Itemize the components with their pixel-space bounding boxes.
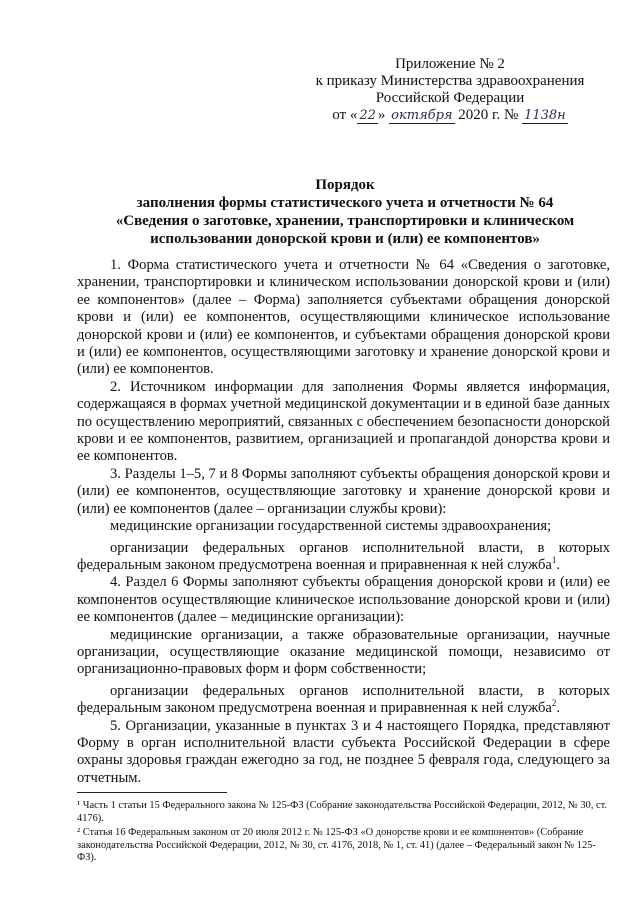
paragraph-4-item-2: [77, 683, 610, 718]
annex-date-line: [300, 107, 600, 124]
date-mid: »: [377, 107, 386, 123]
annex-country: Российской Федерации: [375, 90, 525, 106]
paragraph-4: 4. Раздел 6 Формы заполняют субъекты обращения донорской крови и (или) ее компонентов осуществляющие клиническое использование донорской крови и (или) ее компонентов (далее – медицинские организации):: [77, 574, 610, 626]
annex-number: Приложение № 2: [395, 56, 505, 72]
paragraph-5: 5. Организации, указанные в пунктах 3 и 4 настоящего Порядка, представляют Форму в орган исполнительной власти субъекта Российской Федерации в сфере охраны здоровья граждан ежегодно за год, не позднее 5 февраля года, следующего за отчетным.: [77, 717, 610, 786]
date-prefix: от «: [332, 107, 358, 123]
paragraph-2: 2. Источником информации для заполнения Формы является информация, содержащаяся в формах учетной медицинской документации и в единой базе данных по осуществлению мероприятий, связанных с обеспечением безопасности донорской крови и ее компонентов, развитием, организацией и пропагандой донорства крови и ее компонентов.: [77, 378, 610, 465]
title-line-1: Порядок: [315, 177, 375, 193]
paragraph-1: 1. Форма статистического учета и отчетности № 64 «Сведения о заготовке, хранении, транспортировки и клиническом использовании донорской крови и (или) ее компонентов» (далее – Форма) заполняется субъектами обращения донорской крови и (или) ее компонентов, осуществляющими клиническое использование донорской крови и (или) ее компонентов, и субъектами обращения донорской крови и (или) ее компонентов, осуществляющими заготовку и хранение донорской крови и (или) ее компонентов.: [77, 257, 610, 378]
title-line-4: использовании донорской крови и (или) ее компонентов»: [150, 231, 540, 247]
annex-header: [300, 56, 600, 124]
title-line-3: «Сведения о заготовке, хранении, транспортировки и клиническом: [115, 213, 575, 229]
paragraph-3: 3. Разделы 1–5, 7 и 8 Формы заполняют субъекты обращения донорской крови и (или) ее компонентов, осуществляющие заготовку и хранение донорской крови и (или) ее компонентов (далее – организации службы крови):: [77, 465, 610, 517]
annex-order-ref: к приказу Министерства здравоохранения: [315, 73, 585, 89]
document-body: [77, 257, 610, 787]
title-line-2: заполнения формы статистического учета и отчетности № 64: [136, 195, 554, 211]
paragraph-end-dot-2: .: [556, 700, 561, 717]
paragraph-3-item-2: [77, 540, 610, 575]
footnote-1: ¹ Часть 1 статьи 15 Федерального закона № 125-ФЗ (Собрание законодательства Российской Федерации, 2012, № 30, ст. 4176).: [77, 800, 607, 824]
paragraph-3-item-1: медицинские организации государственной системы здравоохранения;: [110, 518, 552, 535]
handwritten-order-number: 1138н: [524, 108, 566, 123]
handwritten-day: 22: [359, 108, 376, 123]
footnote-ref-2: 2: [551, 698, 557, 709]
handwritten-month: октября: [391, 108, 453, 123]
footnote-divider: [77, 792, 227, 793]
footnote-2: ² Статья 16 Федеральным законом от 20 июля 2012 г. № 125-ФЗ «О донорстве крови и ее компонентов» (Собрание законодательства Российской Федерации, 2012, № 30, ст. 4176, 2018, № 1, ст. 41) (далее – Федеральный закон № 125-ФЗ).: [77, 827, 596, 864]
paragraph-4-item-2-text: организации федеральных органов исполнительной власти, в которых федеральным законом предусмотрена военная и приравненная к ней служба: [77, 682, 610, 717]
paragraph-4-item-1: медицинские организации, а также образовательные организации, научные организации, осуществляющие оказание медицинской помощи, независимо от организационно-правовых форм и форм собственности;: [77, 626, 610, 678]
paragraph-end-dot: .: [556, 556, 561, 573]
footnotes: [77, 800, 610, 867]
paragraph-3-item-2-text: организации федеральных органов исполнительной власти, в которых федеральным законом предусмотрена военная и приравненная к ней служба: [77, 539, 610, 573]
date-year: 2020 г. №: [458, 107, 519, 123]
footnote-ref-1: 1: [551, 555, 557, 566]
document-title: [80, 176, 610, 248]
